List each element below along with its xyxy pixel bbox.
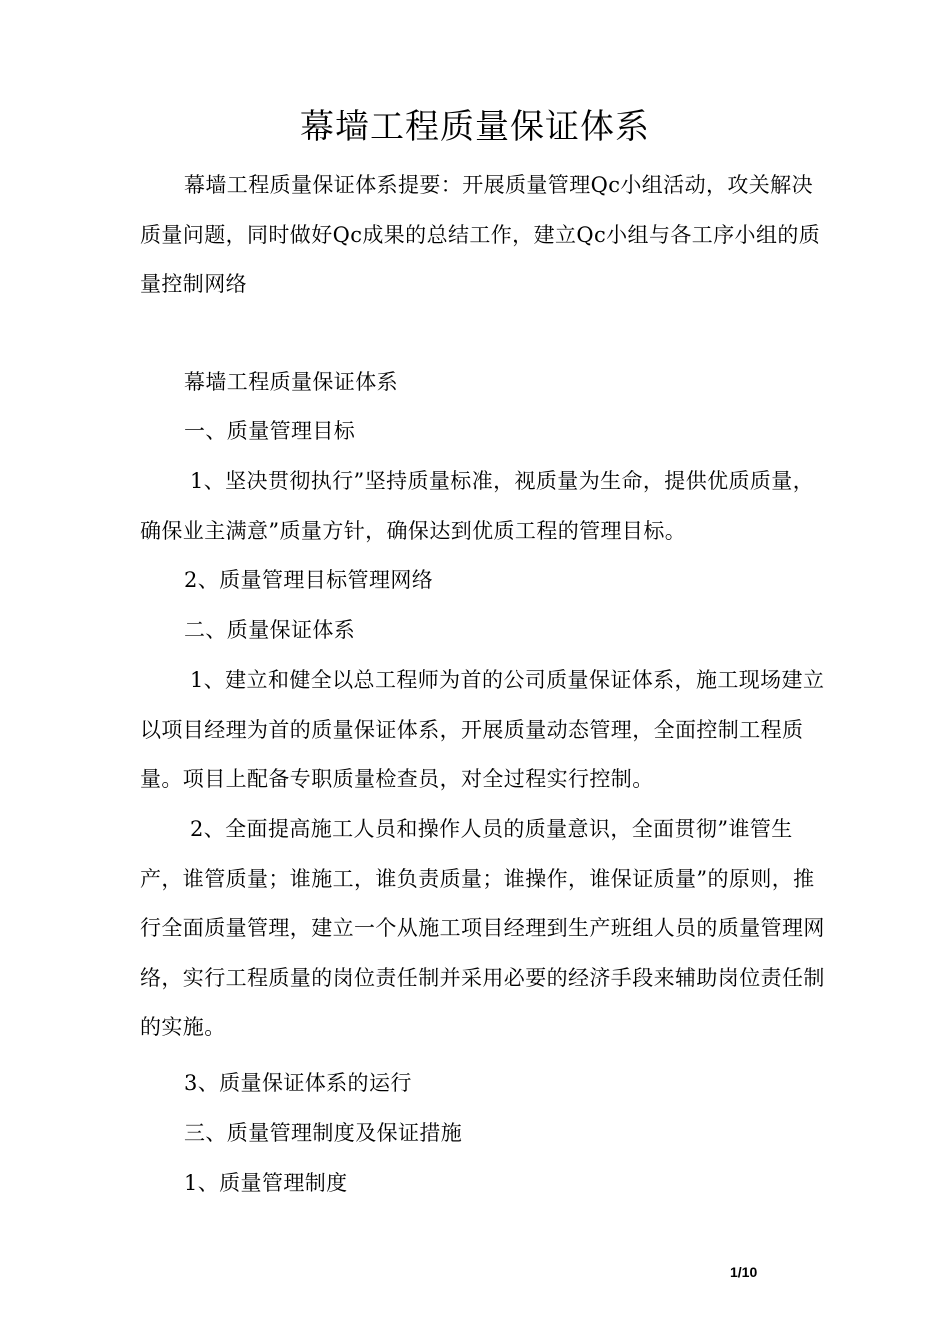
paragraph-3-1: 1、质量管理制度: [184, 1171, 348, 1195]
paragraph-1-1: 1、坚决贯彻执行”坚持质量标准，视质量为生命，提供优质质量，确保业主满意”质量方针，确保达到优质工程的管理目标。: [140, 469, 815, 543]
section-heading-2: 二、质量保证体系: [184, 618, 356, 642]
page-number: 1/10: [730, 1264, 758, 1280]
paragraph-2-2: 2、全面提高施工人员和操作人员的质量意识，全面贯彻”谁管生产，谁管质量；谁施工，谁负责质量；谁操作，谁保证质量”的原则，推行全面质量管理，建立一个从施工项目经理到生产班组人员的质量管理网络，实行工程质量的岗位责任制并采用必要的经济手段来辅助岗位责任制的实施。: [140, 817, 825, 1039]
paragraph-2-1: 1、建立和健全以总工程师为首的公司质量保证体系，施工现场建立以项目经理为首的质量保证体系，开展质量动态管理，全面控制工程质量。项目上配备专职质量检查员，对全过程实行控制。: [140, 668, 825, 791]
section-heading-1: 一、质量管理目标: [184, 419, 356, 443]
section-heading-3: 三、质量管理制度及保证措施: [184, 1121, 463, 1145]
paragraph-1-2: 2、质量管理目标管理网络: [184, 568, 434, 592]
section-heading: 幕墙工程质量保证体系: [184, 370, 398, 394]
paragraph-2-3: 3、质量保证体系的运行: [184, 1071, 412, 1095]
document-title: 幕墙工程质量保证体系: [300, 107, 650, 147]
summary-paragraph: 幕墙工程质量保证体系提要：开展质量管理Qc小组活动，攻关解决质量问题，同时做好Qc成果的总结工作，建立Qc小组与各工序小组的质量控制网络: [140, 173, 821, 296]
